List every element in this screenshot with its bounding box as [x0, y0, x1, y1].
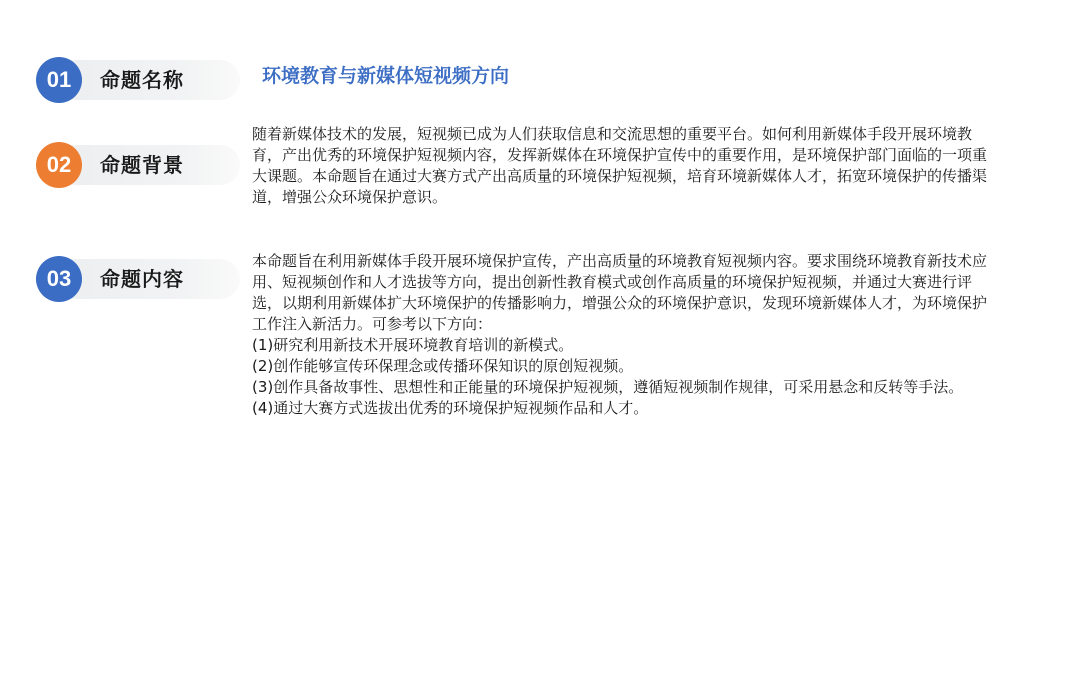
section-label-01: [36, 57, 240, 103]
background-paragraph: [252, 124, 992, 208]
section-label-03: [36, 256, 240, 302]
section-title-content: 命题内容: [100, 267, 184, 291]
section-title-topic-name: 命题名称: [100, 68, 184, 92]
section-label-02: [36, 142, 240, 188]
content-intro: 本命题旨在利用新媒体手段开展环境保护宣传，产出高质量的环境教育短视频内容。要求围绕环境教育新技术应用、短视频创作和人才选拔等方向，提出创新性教育模式或创作高质量的环境保护短视频，并通过大赛进行评选，以期利用新媒体扩大环境保护的传播影响力，增强公众的环境保护意识，发现环境新媒体人才，为环境保护工作注入新活力。可参考以下方向：: [252, 252, 988, 333]
content-item-3: (3)创作具备故事性、思想性和正能量的环境保护短视频，遵循短视频制作规律，可采用悬念和反转等手法。: [252, 378, 964, 396]
background-text: 随着新媒体技术的发展，短视频已成为人们获取信息和交流思想的重要平台。如何利用新媒体手段开展环境教育，产出优秀的环境保护短视频内容，发挥新媒体在环境保护宣传中的重要作用，是环境保护部门面临的一项重大课题。本命题旨在通过大赛方式产出高质量的环境保护短视频，培育环境新媒体人才，拓宽环境保护的传播渠道，增强公众环境保护意识。: [252, 125, 988, 206]
content-item-1: (1)研究利用新技术开展环境教育培训的新模式。: [252, 336, 574, 354]
content-paragraph: [252, 251, 992, 419]
content-item-4: (4)通过大赛方式选拔出优秀的环境保护短视频作品和人才。: [252, 399, 649, 417]
number-badge-01: 01: [36, 57, 82, 103]
section-title-background: 命题背景: [100, 153, 184, 177]
number-badge-03: 03: [36, 256, 82, 302]
topic-name-value: 环境教育与新媒体短视频方向: [262, 65, 510, 87]
content-item-2: (2)创作能够宣传环保理念或传播环保知识的原创短视频。: [252, 357, 634, 375]
number-badge-02: 02: [36, 142, 82, 188]
